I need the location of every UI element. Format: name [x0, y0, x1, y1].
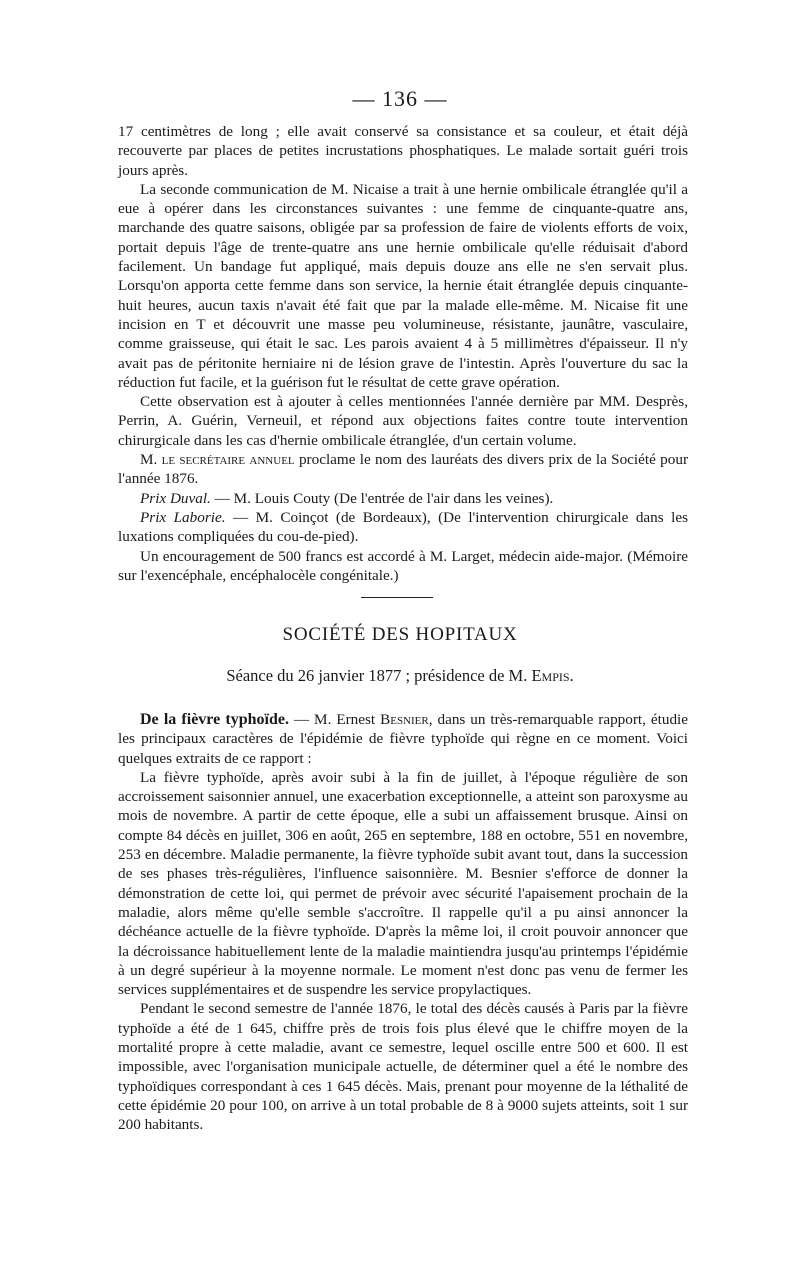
prize-laborie — [118, 508, 688, 547]
paragraph: Cette observation est à ajouter à celles mentionnées l'année dernière par MM. Desprès, Perrin, A. Guérin, Verneuil, et répond aux objections faites contre toute intervention chirurgicale dans les cas d'hernie ombilicale étranglée, d'un certain volume. — [118, 393, 688, 449]
text-run: , dans un très-remarquable rapport, étudie les principaux caractères de l'épidémie de fièvre typhoïde qui règne en ce moment. Voici quelques extraits de ce rapport : — [118, 711, 688, 767]
article-heading: De la fièvre typhoïde. — [140, 711, 289, 728]
text-run: Séance du 26 janvier 1877 ; présidence de M. — [226, 666, 532, 685]
session-line — [0, 666, 800, 686]
prize-text: — M. Louis Couty (De l'entrée de l'air dans les veines). — [210, 489, 554, 507]
text-run: . — [569, 666, 574, 685]
paragraph: Pendant le second semestre de l'année 1876, le total des décès causés à Paris par la fièvre typhoïde a été de 1 645, chiffre près de trois fois plus élevé que le chiffre moyen de la mortalité propre à cette maladie, avant ce semestre, lequel oscille entre 500 et 600. Il est impossible, avec l'organisation municipale actuelle, de déterminer quel a été le nombre des typhoïdiques correspondant à ces 1 645 décès. Mais, prenant pour moyenne de la léthalité de cette épidémie 20 pour 100, on arrive à un total probable de 8 à 9000 sujets atteints, soit 1 sur 200 habitants. — [118, 1000, 688, 1134]
secretary-announcement — [118, 450, 688, 489]
secretary-title: le secrétaire annuel — [161, 451, 295, 469]
page-number: — 136 — — [352, 86, 448, 111]
author-name: Besnier — [380, 711, 429, 728]
text-run: — M. Ernest — [288, 711, 381, 728]
paragraph: La seconde communication de M. Nicaise a trait à une hernie ombilicale étranglée qu'il a eue à opérer dans les circonstances suivantes : une femme de cinquante-quatre ans, marchande des quatre saisons, obligée par sa profession de faire de violents efforts de voix, portait depuis l'âge de trente-quatre ans une hernie ombilicale qu'elle réduisait d'abord facilement. Un bandage fut appliqué, mais depuis douze ans elle ne s'en servait plus. Lorsqu'on apporta cette femme dans son service, la hernie était étranglée depuis cinquante-huit heures, aucun taxis n'avait été fait que par la malade elle-même. M. Nicaise fit une incision en T et découvrit une masse peu volumineuse, résistante, jaunâtre, vasculaire, comme graisseuse, qui était le sac. Les parois avaient 4 à 5 millimètres d'épaisseur. Il n'y avait pas de péritonite herniaire ni de lésion grave de l'intestin. Après l'ouverture du sac la réduction fut facile, et la guérison fut le résultat de cette grave opération. — [118, 180, 688, 391]
section-divider — [361, 597, 433, 598]
prize-name: Prix Laborie. — [140, 508, 226, 526]
prize-duval — [118, 489, 688, 508]
typhoid-section — [118, 710, 688, 1135]
paragraph: La fièvre typhoïde, après avoir subi à la fin de juillet, à l'époque régulière de son accroissement saisonnier annuel, une exacerbation exceptionnelle, a atteint son paroxysme au mois de novembre. A partir de cette époque, elle a subi un affaissement brusque. Ainsi on compte 84 décès en juillet, 306 en août, 265 en septembre, 188 en octobre, 551 en novembre, 253 en décembre. Maladie permanente, la fièvre typhoïde subit avant tout, dans la succession de ses phases très-régulières, l'influence saisonnière. M. Besnier s'efforce de donner la démonstration de cette loi, qui permet de prévoir avec sécurité l'apaisement prochain de la maladie, alors même qu'elle semble s'accroître. Il rappelle qu'il a pu ainsi annoncer la déchéance actuelle de la fièvre typhoïde. D'après la même loi, il croit pouvoir annoncer que la décroissance habituellement lente de la maladie maintiendra jusqu'au printemps l'épidémie à un degré supérieur à la moyenne normale. Le moment n'est donc pas venu de fermer les services supplémentaires et de suspendre les service propylactiques. — [118, 768, 688, 999]
text-run: proclame le nom des lauréats des divers prix de la Société pour l'année 1876. — [118, 451, 688, 488]
prize-text: — M. Coinçot (de Bordeaux), (De l'intervention chirurgicale dans les luxations compliquées du cou-de-pied). — [118, 508, 688, 546]
section-title: SOCIÉTÉ DES HOPITAUX — [282, 624, 518, 645]
paragraph: 17 centimètres de long ; elle avait conservé sa consistance et sa couleur, et était déjà recouverte par places de petites incrustations phosphatiques. Le malade sortait guéri trois jours après. — [118, 123, 688, 179]
president-name: Empis — [531, 666, 570, 685]
typhoid-intro — [118, 710, 688, 768]
prize-name: Prix Duval. — [140, 489, 211, 507]
encouragement: Un encouragement de 500 francs est accordé à M. Larget, médecin aide-major. (Mémoire sur l'exencéphale, encéphalocèle congénitale.) — [118, 547, 688, 584]
text-run: M. — [140, 451, 162, 469]
surgery-report-section — [118, 122, 688, 585]
